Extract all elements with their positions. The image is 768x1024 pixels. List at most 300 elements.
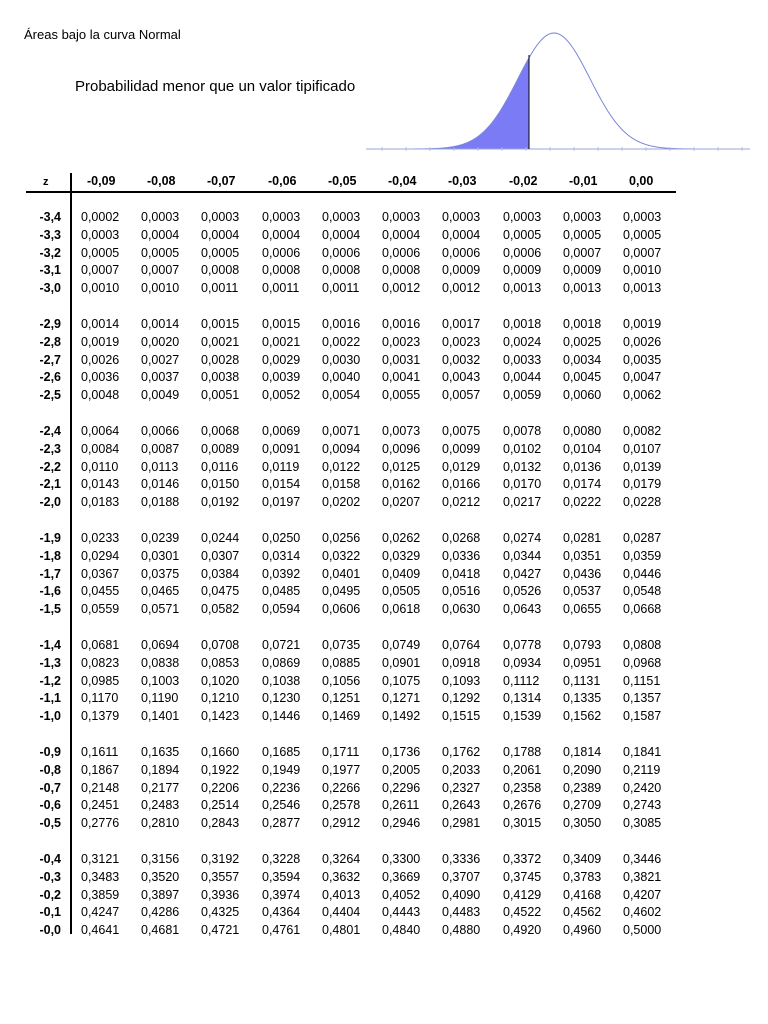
z-value: -1,3	[39, 655, 61, 670]
probability-cell: 0,1788	[503, 744, 542, 759]
probability-cell: 0,0004	[141, 227, 180, 242]
probability-cell: 0,0043	[442, 370, 481, 385]
probability-cell: 0,1469	[322, 709, 361, 724]
table-row	[26, 317, 676, 335]
probability-cell: 0,2206	[201, 780, 240, 795]
row-group	[26, 745, 676, 834]
probability-cell: 0,4522	[503, 905, 542, 920]
probability-cell: 0,0003	[503, 210, 542, 224]
probability-cell: 0,5000	[623, 923, 662, 938]
probability-cell: 0,0015	[262, 316, 301, 331]
probability-cell: 0,0007	[563, 245, 602, 260]
probability-cell: 0,0113	[141, 459, 179, 474]
probability-cell: 0,4681	[141, 923, 180, 938]
probability-cell: 0,0033	[503, 352, 542, 367]
table-row	[26, 263, 676, 281]
probability-cell: 0,2266	[322, 780, 361, 795]
probability-cell: 0,1562	[563, 709, 602, 724]
probability-cell: 0,0003	[201, 210, 240, 224]
probability-cell: 0,0344	[503, 548, 542, 563]
probability-cell: 0,0708	[201, 637, 240, 652]
table-row	[26, 798, 676, 816]
probability-cell: 0,0011	[201, 281, 239, 296]
probability-cell: 0,0031	[382, 352, 421, 367]
probability-cell: 0,0721	[262, 637, 301, 652]
probability-cell: 0,0465	[141, 584, 180, 599]
probability-cell: 0,1736	[382, 744, 421, 759]
probability-cell: 0,1020	[201, 673, 240, 688]
probability-cell: 0,1314	[503, 691, 542, 706]
probability-cell: 0,0823	[81, 655, 120, 670]
probability-cell: 0,2296	[382, 780, 421, 795]
column-header: 0,00	[629, 174, 654, 188]
probability-cell: 0,0129	[442, 459, 481, 474]
probability-cell: 0,0066	[141, 423, 180, 438]
probability-cell: 0,4286	[141, 905, 180, 920]
probability-cell: 0,4602	[623, 905, 662, 920]
probability-cell: 0,0735	[322, 637, 361, 652]
probability-cell: 0,0049	[141, 388, 180, 403]
probability-cell: 0,0006	[262, 245, 301, 260]
probability-cell: 0,0409	[382, 566, 421, 581]
probability-cell: 0,1038	[262, 673, 301, 688]
z-value: -1,4	[39, 637, 61, 652]
probability-cell: 0,0143	[81, 477, 120, 492]
table-row	[26, 638, 676, 656]
z-value: -3,3	[39, 227, 61, 242]
probability-cell: 0,0013	[623, 281, 662, 296]
probability-cell: 0,0125	[382, 459, 421, 474]
probability-cell: 0,0110	[81, 459, 119, 474]
probability-cell: 0,2327	[442, 780, 481, 795]
probability-cell: 0,0968	[623, 655, 662, 670]
probability-cell: 0,0060	[563, 388, 602, 403]
row-group	[26, 424, 676, 513]
probability-cell: 0,4325	[201, 905, 240, 920]
z-value: -1,0	[39, 709, 61, 724]
probability-cell: 0,0006	[503, 245, 542, 260]
probability-cell: 0,0017	[442, 316, 481, 331]
probability-cell: 0,0028	[201, 352, 240, 367]
probability-cell: 0,1230	[262, 691, 301, 706]
probability-cell: 0,0071	[322, 423, 361, 438]
table-row	[26, 870, 676, 888]
table-row	[26, 745, 676, 763]
table-row	[26, 888, 676, 906]
probability-cell: 0,0301	[141, 548, 180, 563]
probability-cell: 0,0006	[322, 245, 361, 260]
probability-cell: 0,0006	[382, 245, 421, 260]
probability-cell: 0,0018	[563, 316, 602, 331]
probability-cell: 0,0016	[322, 316, 361, 331]
row-group	[26, 531, 676, 620]
z-value: -0,3	[39, 869, 61, 884]
probability-cell: 0,0681	[81, 637, 120, 652]
probability-cell: 0,0571	[141, 602, 180, 617]
probability-cell: 0,0054	[322, 388, 361, 403]
probability-cell: 0,1271	[382, 691, 421, 706]
probability-cell: 0,0526	[503, 584, 542, 599]
probability-cell: 0,4443	[382, 905, 421, 920]
probability-cell: 0,0559	[81, 602, 120, 617]
probability-cell: 0,0008	[382, 263, 421, 278]
probability-cell: 0,0003	[442, 210, 481, 224]
probability-cell: 0,1170	[81, 691, 119, 706]
probability-cell: 0,3085	[623, 816, 662, 831]
probability-cell: 0,0026	[81, 352, 120, 367]
probability-cell: 0,0091	[262, 441, 301, 456]
probability-cell: 0,0212	[442, 495, 481, 510]
probability-cell: 0,4960	[563, 923, 602, 938]
probability-cell: 0,3483	[81, 869, 120, 884]
z-value: -2,8	[39, 334, 61, 349]
probability-cell: 0,0005	[503, 227, 542, 242]
probability-cell: 0,4404	[322, 905, 361, 920]
probability-cell: 0,0023	[442, 334, 481, 349]
probability-cell: 0,0009	[442, 263, 481, 278]
probability-cell: 0,0375	[141, 566, 180, 581]
row-group	[26, 317, 676, 406]
probability-cell: 0,0005	[201, 245, 240, 260]
probability-cell: 0,0003	[81, 227, 120, 242]
probability-cell: 0,0384	[201, 566, 240, 581]
probability-cell: 0,0202	[322, 495, 361, 510]
probability-cell: 0,0003	[623, 210, 662, 224]
probability-cell: 0,1949	[262, 762, 301, 777]
probability-cell: 0,4129	[503, 887, 542, 902]
probability-cell: 0,0668	[623, 602, 662, 617]
probability-cell: 0,0022	[322, 334, 361, 349]
probability-cell: 0,4168	[563, 887, 602, 902]
probability-cell: 0,0009	[503, 263, 542, 278]
row-group	[26, 852, 676, 941]
probability-cell: 0,0016	[382, 316, 421, 331]
probability-cell: 0,0018	[503, 316, 542, 331]
probability-cell: 0,0080	[563, 423, 602, 438]
column-header: -0,03	[448, 174, 477, 188]
probability-cell: 0,0582	[201, 602, 240, 617]
probability-cell: 0,2843	[201, 816, 240, 831]
table-row	[26, 602, 676, 620]
probability-cell: 0,3594	[262, 869, 301, 884]
probability-cell: 0,2743	[623, 798, 662, 813]
probability-cell: 0,0179	[623, 477, 662, 492]
z-value: -1,5	[39, 602, 61, 617]
probability-cell: 0,0035	[623, 352, 662, 367]
probability-cell: 0,1446	[262, 709, 301, 724]
probability-cell: 0,4641	[81, 923, 120, 938]
probability-cell: 0,1660	[201, 744, 240, 759]
probability-cell: 0,0228	[623, 495, 662, 510]
probability-cell: 0,0322	[322, 548, 361, 563]
probability-cell: 0,4013	[322, 887, 361, 902]
probability-cell: 0,3446	[623, 851, 662, 866]
probability-cell: 0,0132	[503, 459, 542, 474]
probability-cell: 0,3228	[262, 851, 301, 866]
probability-cell: 0,1611	[81, 744, 119, 759]
column-header: -0,06	[268, 174, 297, 188]
probability-cell: 0,0329	[382, 548, 421, 563]
probability-cell: 0,2578	[322, 798, 361, 813]
probability-cell: 0,1075	[382, 673, 421, 688]
probability-cell: 0,0013	[563, 281, 602, 296]
probability-cell: 0,0336	[442, 548, 481, 563]
probability-cell: 0,0030	[322, 352, 361, 367]
probability-cell: 0,0146	[141, 477, 180, 492]
probability-cell: 0,0207	[382, 495, 421, 510]
probability-cell: 0,1894	[141, 762, 180, 777]
probability-cell: 0,0005	[81, 245, 120, 260]
probability-cell: 0,4052	[382, 887, 421, 902]
probability-cell: 0,1762	[442, 744, 481, 759]
probability-cell: 0,0020	[141, 334, 180, 349]
probability-cell: 0,0041	[382, 370, 421, 385]
probability-cell: 0,0485	[262, 584, 301, 599]
probability-cell: 0,0004	[442, 227, 481, 242]
probability-cell: 0,1841	[623, 744, 662, 759]
probability-cell: 0,1867	[81, 762, 120, 777]
z-value: -2,6	[39, 370, 61, 385]
probability-cell: 0,0183	[81, 495, 120, 510]
probability-cell: 0,0026	[623, 334, 662, 349]
z-value: -2,5	[39, 388, 61, 403]
probability-cell: 0,0174	[563, 477, 602, 492]
probability-cell: 0,2148	[81, 780, 120, 795]
probability-cell: 0,2810	[141, 816, 180, 831]
probability-cell: 0,1379	[81, 709, 120, 724]
probability-cell: 0,0594	[262, 602, 301, 617]
probability-cell: 0,1814	[563, 744, 602, 759]
table-row	[26, 549, 676, 567]
probability-cell: 0,0007	[141, 263, 180, 278]
probability-cell: 0,0009	[563, 263, 602, 278]
probability-cell: 0,0217	[503, 495, 542, 510]
column-header: -0,09	[87, 174, 116, 188]
probability-cell: 0,0069	[262, 423, 301, 438]
table-body	[26, 193, 676, 941]
probability-cell: 0,0007	[81, 263, 120, 278]
probability-cell: 0,0495	[322, 584, 361, 599]
probability-cell: 0,0003	[322, 210, 361, 224]
z-value: -0,8	[39, 762, 61, 777]
column-header: -0,04	[388, 174, 417, 188]
probability-cell: 0,0057	[442, 388, 481, 403]
probability-cell: 0,1190	[141, 691, 179, 706]
probability-cell: 0,0029	[262, 352, 301, 367]
probability-cell: 0,0014	[141, 316, 180, 331]
probability-cell: 0,0197	[262, 495, 301, 510]
table-row	[26, 781, 676, 799]
probability-cell: 0,2005	[382, 762, 421, 777]
probability-cell: 0,2177	[141, 780, 180, 795]
probability-cell: 0,2236	[262, 780, 301, 795]
probability-cell: 0,0808	[623, 637, 662, 652]
probability-cell: 0,0139	[623, 459, 662, 474]
z-value: -2,2	[39, 459, 61, 474]
z-value: -0,4	[39, 851, 61, 866]
probability-cell: 0,0010	[81, 281, 120, 296]
probability-cell: 0,0087	[141, 441, 180, 456]
probability-cell: 0,0618	[382, 602, 421, 617]
probability-cell: 0,0418	[442, 566, 481, 581]
probability-cell: 0,2119	[623, 762, 661, 777]
z-value: -0,7	[39, 780, 61, 795]
probability-cell: 0,0901	[382, 655, 421, 670]
probability-cell: 0,3121	[81, 851, 120, 866]
probability-cell: 0,0019	[623, 316, 662, 331]
probability-cell: 0,1922	[201, 762, 240, 777]
probability-cell: 0,0150	[201, 477, 240, 492]
table-row	[26, 816, 676, 834]
probability-cell: 0,0192	[201, 495, 240, 510]
probability-cell: 0,0062	[623, 388, 662, 403]
probability-cell: 0,0154	[262, 477, 301, 492]
table-row	[26, 442, 676, 460]
z-value: -1,1	[39, 691, 61, 706]
probability-cell: 0,1335	[563, 691, 602, 706]
z-value: -2,3	[39, 441, 61, 456]
probability-cell: 0,3050	[563, 816, 602, 831]
column-header: -0,02	[509, 174, 538, 188]
probability-cell: 0,0606	[322, 602, 361, 617]
probability-cell: 0,1635	[141, 744, 180, 759]
probability-cell: 0,1515	[442, 709, 481, 724]
probability-cell: 0,0034	[563, 352, 602, 367]
column-header: -0,07	[207, 174, 236, 188]
probability-cell: 0,1292	[442, 691, 481, 706]
probability-cell: 0,1587	[623, 709, 662, 724]
probability-cell: 0,0015	[201, 316, 240, 331]
probability-cell: 0,1539	[503, 709, 542, 724]
probability-cell: 0,0047	[623, 370, 662, 385]
document-title: Áreas bajo la curva Normal	[24, 27, 181, 42]
probability-cell: 0,2912	[322, 816, 361, 831]
probability-cell: 0,0287	[623, 530, 662, 545]
table-row	[26, 567, 676, 585]
probability-cell: 0,2420	[623, 780, 662, 795]
probability-cell: 0,2061	[503, 762, 542, 777]
probability-cell: 0,0256	[322, 530, 361, 545]
probability-cell: 0,0055	[382, 388, 421, 403]
probability-cell: 0,0548	[623, 584, 662, 599]
probability-cell: 0,3300	[382, 851, 421, 866]
probability-cell: 0,0694	[141, 637, 180, 652]
table-row	[26, 691, 676, 709]
z-value: -3,2	[39, 245, 61, 260]
probability-cell: 0,0233	[81, 530, 120, 545]
probability-cell: 0,0005	[141, 245, 180, 260]
probability-cell: 0,0084	[81, 441, 120, 456]
probability-cell: 0,0048	[81, 388, 120, 403]
table-row	[26, 353, 676, 371]
probability-cell: 0,0096	[382, 441, 421, 456]
probability-cell: 0,0003	[141, 210, 180, 224]
probability-cell: 0,4483	[442, 905, 481, 920]
probability-cell: 0,0188	[141, 495, 180, 510]
probability-cell: 0,0014	[81, 316, 120, 331]
probability-cell: 0,1357	[623, 691, 662, 706]
probability-cell: 0,0392	[262, 566, 301, 581]
probability-cell: 0,0025	[563, 334, 602, 349]
probability-cell: 0,0119	[262, 459, 300, 474]
probability-cell: 0,0764	[442, 637, 481, 652]
probability-cell: 0,3409	[563, 851, 602, 866]
probability-cell: 0,2877	[262, 816, 301, 831]
probability-cell: 0,0011	[262, 281, 300, 296]
probability-cell: 0,0314	[262, 548, 301, 563]
probability-cell: 0,4562	[563, 905, 602, 920]
table-row	[26, 370, 676, 388]
probability-cell: 0,4761	[262, 923, 301, 938]
probability-cell: 0,1977	[322, 762, 361, 777]
z-table	[26, 172, 676, 959]
table-row	[26, 460, 676, 478]
z-value: -2,0	[39, 495, 61, 510]
probability-cell: 0,3520	[141, 869, 180, 884]
probability-cell: 0,0934	[503, 655, 542, 670]
probability-cell: 0,1112	[503, 673, 540, 688]
probability-cell: 0,0094	[322, 441, 361, 456]
probability-cell: 0,1251	[322, 691, 361, 706]
probability-cell: 0,0078	[503, 423, 542, 438]
probability-cell: 0,0162	[382, 477, 421, 492]
probability-cell: 0,0262	[382, 530, 421, 545]
table-row	[26, 246, 676, 264]
z-header: z	[43, 176, 49, 188]
probability-cell: 0,4207	[623, 887, 662, 902]
probability-cell: 0,4920	[503, 923, 542, 938]
probability-cell: 0,3192	[201, 851, 240, 866]
probability-cell: 0,2946	[382, 816, 421, 831]
probability-cell: 0,3264	[322, 851, 361, 866]
column-header: -0,01	[569, 174, 598, 188]
z-value: -1,6	[39, 584, 61, 599]
probability-cell: 0,3974	[262, 887, 301, 902]
z-value: -0,1	[39, 905, 61, 920]
probability-cell: 0,2643	[442, 798, 481, 813]
probability-cell: 0,2776	[81, 816, 120, 831]
probability-cell: 0,1056	[322, 673, 361, 688]
z-value: -1,7	[39, 566, 61, 581]
probability-cell: 0,0951	[563, 655, 602, 670]
probability-cell: 0,0359	[623, 548, 662, 563]
probability-cell: 0,0136	[563, 459, 602, 474]
probability-cell: 0,0023	[382, 334, 421, 349]
probability-cell: 0,0013	[503, 281, 542, 296]
probability-cell: 0,0012	[442, 281, 481, 296]
probability-cell: 0,0838	[141, 655, 180, 670]
probability-cell: 0,0455	[81, 584, 120, 599]
probability-cell: 0,4801	[322, 923, 361, 938]
probability-cell: 0,3897	[141, 887, 180, 902]
probability-cell: 0,0505	[382, 584, 421, 599]
probability-cell: 0,1401	[141, 709, 180, 724]
probability-cell: 0,0436	[563, 566, 602, 581]
probability-cell: 0,0011	[322, 281, 360, 296]
probability-cell: 0,0869	[262, 655, 301, 670]
probability-cell: 0,0427	[503, 566, 542, 581]
table-row	[26, 495, 676, 513]
probability-cell: 0,1685	[262, 744, 301, 759]
probability-cell: 0,1003	[141, 673, 180, 688]
probability-cell: 0,0021	[201, 334, 240, 349]
probability-cell: 0,0099	[442, 441, 481, 456]
page-subtitle: Probabilidad menor que un valor tipificado	[75, 78, 356, 95]
probability-cell: 0,0075	[442, 423, 481, 438]
probability-cell: 0,1131	[563, 673, 601, 688]
probability-cell: 0,1492	[382, 709, 421, 724]
z-value: -0,9	[39, 744, 61, 759]
